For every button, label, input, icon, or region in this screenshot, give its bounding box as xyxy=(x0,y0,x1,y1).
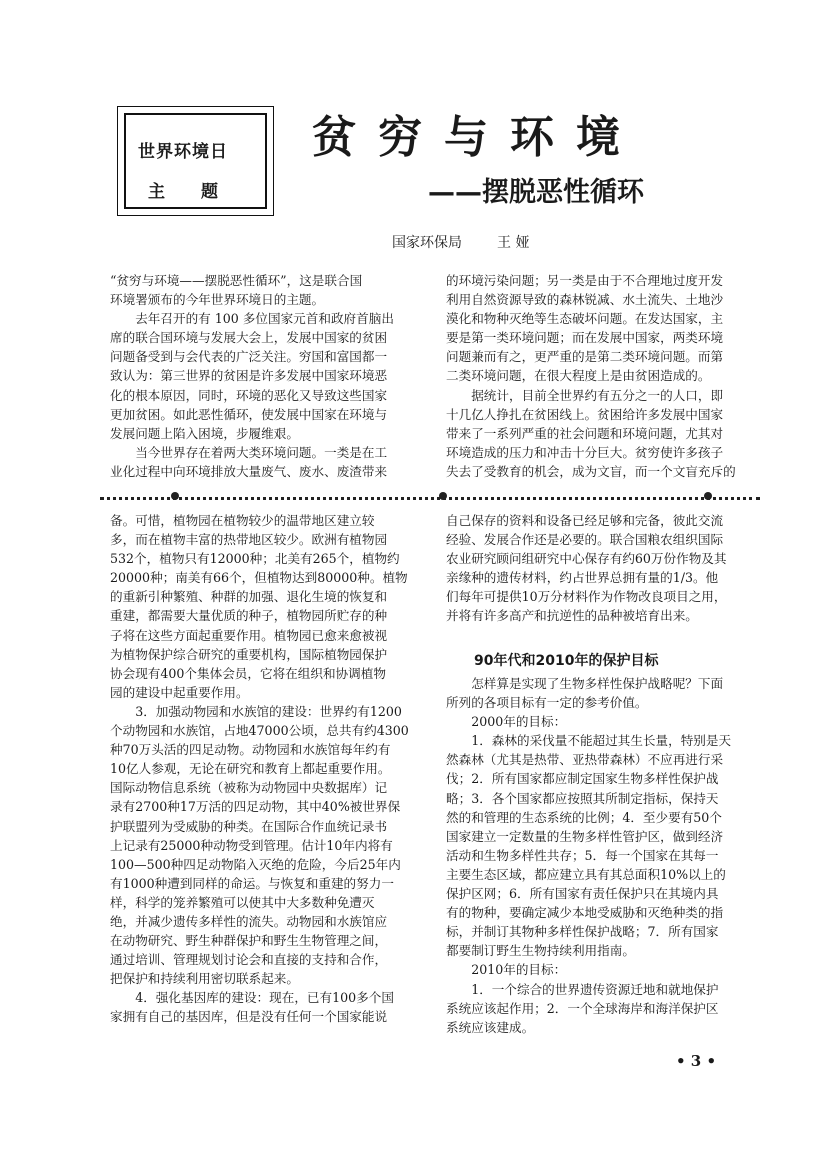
text-line: 国际动物信息系统（被称为动物园中央数据库）记 xyxy=(110,780,388,796)
text-line: 20000种；南美有66个，但植物达到80000种。植物 xyxy=(110,570,408,586)
text-line: 并将有许多高产和抗逆性的品种被培育出来。 xyxy=(446,608,698,624)
text-line: 2000年的目标： xyxy=(446,714,567,730)
text-line: 的环境污染问题；另一类是由于不合理地过度开发 xyxy=(446,273,724,288)
text-line: 协会现有400个集体会员，它将在组织和协调植物 xyxy=(110,665,386,681)
text-line: 通过培训、管理规划讨论会和直接的支持和合作， xyxy=(110,952,388,968)
theme-box-label: 世界环境日 xyxy=(138,142,228,162)
text-line: 把保护和持续利用密切联系起来。 xyxy=(110,971,299,987)
text-line: 席的联合国环境与发展大会上，发展中国家的贫困 xyxy=(110,330,388,346)
text-line: 系统应该起作用；2．一个全球海岸和海洋保护区 xyxy=(446,1000,719,1016)
text-line: 利用自然资源导致的森林锐减、水土流失、土地沙 xyxy=(446,292,724,308)
text-line: 要是第一类环境问题；而在发展中国家，两类环境 xyxy=(446,330,724,346)
text-line: 有的物种，要确定减少本地受威胁和灭绝种类的指 xyxy=(446,905,724,921)
text-line: 当今世界存在着两大类环境问题。一类是在工 xyxy=(110,444,388,460)
text-line: 失去了受教育的机会，成为文盲，而一个文盲充斥的 xyxy=(446,463,736,479)
text-line: 漠化和物种灭绝等生态破坏问题。在发达国家，主 xyxy=(446,311,724,327)
text-line: 然的和管理的生态系统的比例；4．至少要有50个 xyxy=(446,809,722,825)
byline-author: 王 娅 xyxy=(497,235,530,251)
text-line: 自己保存的资料和设备已经足够和完备，彼此交流 xyxy=(446,513,724,528)
lower-left-column xyxy=(110,511,409,1027)
text-line: 农业研究顾问组研究中心保存有约60万份作物及其 xyxy=(446,551,727,567)
divider-ornament xyxy=(704,492,712,500)
text-line: 据统计，目前全世界约有五分之一的人口，即 xyxy=(446,387,724,403)
lower-right-column-top xyxy=(446,511,727,626)
text-line: 都要制订野生生物持续利用指南。 xyxy=(446,943,635,959)
text-line: 家拥有自己的基因库，但是没有任何一个国家能说 xyxy=(110,1009,388,1025)
text-line: 保护区网；6．所有国家有责任保护只在其境内具 xyxy=(446,886,719,902)
text-line: 标，并制订其物种多样性保护战略；7．所有国家 xyxy=(446,924,719,940)
text-line: 去年召开的有 100 多位国家元首和政府首脑出 xyxy=(110,311,394,327)
theme-box xyxy=(117,106,274,216)
upper-right-column xyxy=(446,271,736,481)
text-line: 二类环境问题，在很大程度上是由贫困造成的。 xyxy=(446,368,711,384)
text-line: 亲缘种的遗传材料，约占世界总拥有量的1/3。他 xyxy=(446,570,719,586)
text-line: 1．森林的采伐量不能超过其生长量，特别是天 xyxy=(446,733,732,749)
text-line: 多，而在植物丰富的热带地区较少。欧洲有植物园 xyxy=(110,532,388,548)
text-line: 系统应该建成。 xyxy=(446,1019,535,1035)
text-line: 的重新引种繁殖、种群的加强、退化生境的恢复和 xyxy=(110,589,388,605)
section-divider xyxy=(100,497,760,500)
text-line: 园的建设中起重要作用。 xyxy=(110,684,249,700)
text-line: 种70万头活的四足动物。动物园和水族馆每年约有 xyxy=(110,742,391,758)
text-line: 环境署颁布的今年世界环境日的主题。 xyxy=(110,292,325,308)
text-line: 重建，都需要大量优质的种子，植物园所贮存的种 xyxy=(110,608,388,624)
divider-ornament xyxy=(171,492,179,500)
theme-box-inner xyxy=(124,113,267,209)
text-line: 10亿人参观，无论在研究和教育上都起重要作用。 xyxy=(110,761,391,777)
lower-right-column-bottom xyxy=(446,674,731,1037)
text-line: 个动物园和水族馆，占地47000公顷，总共有约4300 xyxy=(110,723,409,739)
text-line: 在动物研究、野生种群保护和野生生物管理之间， xyxy=(110,933,388,949)
text-line: 为植物保护综合研究的重要机构，国际植物园保护 xyxy=(110,646,388,662)
byline-organization: 国家环保局 xyxy=(392,235,462,251)
text-line: 经验、发展合作还是必要的。联合国粮农组织国际 xyxy=(446,532,724,548)
article-title: 贫穷与环境 xyxy=(312,112,642,163)
text-line: 伐；2．所有国家都应制定国家生物多样性保护战 xyxy=(446,771,719,787)
text-line: 化的根本原因，同时，环境的恶化又导致这些国家 xyxy=(110,387,388,403)
text-line: “贫穷与环境——摆脱恶性循环”，这是联合国 xyxy=(110,273,363,288)
text-line: 有1000种遭到同样的命运。与恢复和重建的努力一 xyxy=(110,875,394,891)
text-line: 主要生态区域，都应建立具有其总面积10%以上的 xyxy=(446,866,726,882)
text-line: 1．一个综合的世界遗传资源迁地和就地保护 xyxy=(446,981,719,997)
text-line: 子将在这些方面起重要作用。植物园已愈来愈被视 xyxy=(110,627,388,643)
section-heading: 90年代和2010年的保护目标 xyxy=(474,653,659,669)
text-line: 532个，植物只有12000种；北美有265个，植物约 xyxy=(110,551,400,567)
article-subtitle: ——摆脱恶性循环 xyxy=(428,177,644,208)
text-line: 带来了一系列严重的社会问题和环境问题，尤其对 xyxy=(446,425,724,441)
text-line: 样，科学的笼养繁殖可以使其中大多数种免遭灭 xyxy=(110,894,375,910)
text-line: 环境造成的压力和冲击十分巨大。贫穷使许多孩子 xyxy=(446,444,724,460)
text-line: 活动和生物多样性共存；5．每一个国家在其每一 xyxy=(446,847,719,863)
upper-left-column xyxy=(110,271,394,481)
text-line: 更加贫困。如此恶性循环，使发展中国家在环境与 xyxy=(110,406,388,422)
divider-ornament xyxy=(439,492,447,500)
page-number: • 3 • xyxy=(676,1052,717,1070)
text-line: 问题兼而有之，更严重的是第二类环境问题。而第 xyxy=(446,349,724,365)
text-line: 绝，并减少遗传多样性的流失。动物园和水族馆应 xyxy=(110,913,388,929)
text-line: 录有2700种17万活的四足动物，其中40%被世界保 xyxy=(110,799,401,815)
text-line: 2010年的目标： xyxy=(446,962,567,978)
text-line: 3．加强动物园和水族馆的建设：世界约有1200 xyxy=(110,703,402,719)
text-line: 上记录有25000种动物受到管理。估计10年内将有 xyxy=(110,837,393,853)
theme-box-subject: 主题 xyxy=(148,182,254,202)
text-line: 十几亿人挣扎在贫困线上。贫困给许多发展中国家 xyxy=(446,406,724,422)
text-line: 国家建立一定数量的生物多样性管护区，做到经济 xyxy=(446,828,724,844)
text-line: 然森林（尤其是热带、亚热带森林）不应再进行采 xyxy=(446,752,724,768)
text-line: 问题备受到与会代表的广泛关注。穷国和富国都一 xyxy=(110,349,388,365)
text-line: 备。可惜，植物园在植物较少的温带地区建立较 xyxy=(110,513,375,528)
text-line: 发展问题上陷入困境，步履维艰。 xyxy=(110,425,299,441)
text-line: 怎样算是实现了生物多样性保护战略呢？下面 xyxy=(446,676,724,691)
text-line: 致认为：第三世界的贫困是许多发展中国家环境恶 xyxy=(110,368,388,384)
text-line: 们每年可提供10万分材料作为作物改良项目之用， xyxy=(446,589,727,605)
text-line: 所列的各项目标有一定的参考价值。 xyxy=(446,695,648,711)
text-line: 业化过程中向环境排放大量废气、废水、废渣带来 xyxy=(110,463,388,479)
text-line: 略；3．各个国家都应按照其所制定指标，保持天 xyxy=(446,790,719,806)
text-line: 4．强化基因库的建设：现在，已有100多个国 xyxy=(110,990,394,1006)
text-line: 100—500种四足动物陷入灭绝的危险，今后25年内 xyxy=(110,856,401,872)
text-line: 护联盟列为受威胁的种类。在国际合作血统记录书 xyxy=(110,818,388,834)
